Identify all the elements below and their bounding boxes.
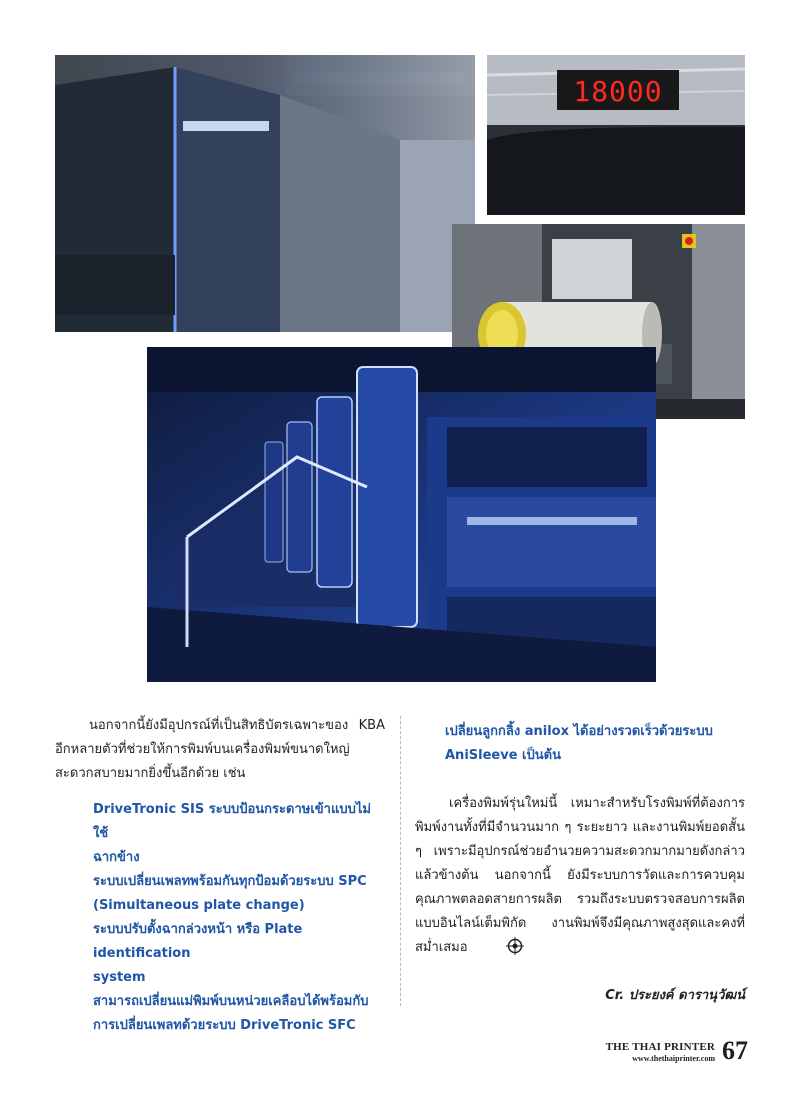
intro-paragraph: นอกจากนี้ยังมีอุปกรณ์ที่เป็นสิทธิบัตรเฉพาะของ KBA อีกหลายตัวที่ช่วยให้การพิมพ์บนเครื่องพิมพ์ขนาดใหญ่สะดวกสบายมากยิ่งขึ้นอีกด้วย เช่น — [55, 718, 385, 781]
column-divider — [400, 716, 401, 1006]
page-number: 67 — [722, 1036, 748, 1065]
feature-line: (Simultaneous plate change) — [93, 898, 305, 913]
footer-brand — [600, 1041, 715, 1063]
body-text: เครื่องพิมพ์รุ่นใหม่นี้ เหมาะสำหรับโรงพิมพ์ที่ต้องการพิมพ์งานทั้งที่มีจำนวนมาก ๆ ระยะยาว และงานพิมพ์ยอดสั้น ๆ เพราะมีอุปกรณ์ช่วยอำนวยความสะดวกมากมายดังกล่าวแล้วข้างต้น นอกจากนี้ ยังมีระบบการวัดและการควบคุมคุณภาพตลอดสายการผลิต รวมถึงระบบตรวจสอบการผลิตแบบอินไลน์เต็มพิกัด งานพิมพ์จึงมีคุณภาพสูงสุดและคงที่สม่ำเสมอ — [415, 796, 745, 955]
counter-value: 18000 — [573, 75, 663, 108]
right-column — [415, 720, 745, 960]
feature-line: ระบบเปลี่ยนเพลทพร้อมกันทุกป้อมด้วยระบบ SPC — [93, 874, 367, 889]
magazine-url: www.thethaiprinter.com — [632, 1054, 715, 1063]
feature-line: DriveTronic SIS ระบบป้อนกระดาษเข้าแบบไม่ใช้ — [93, 802, 371, 841]
feature-line: ระบบปรับตั้งฉากล่วงหน้า หรือ Plate identification — [93, 922, 303, 961]
feature-continuation — [445, 720, 745, 768]
feature-line: เปลี่ยนลูกกลิ้ง anilox ได้อย่างรวดเร็วด้วยระบบ — [445, 724, 713, 739]
photo-credit: Cr. ประยงค์ ดารานุวัฒน์ — [605, 988, 745, 1003]
feature-list — [93, 798, 385, 1038]
feature-line: ฉากข้าง — [93, 850, 140, 865]
magazine-name: THE THAI PRINTER — [605, 1041, 715, 1053]
feature-line: AniSleeve เป็นต้น — [445, 748, 561, 763]
feature-line: สามารถเปลี่ยนแม่พิมพ์บนหน่วยเคลือบได้พร้อมกับ — [93, 994, 369, 1009]
feature-line: การเปลี่ยนเพลทด้วยระบบ DriveTronic SFC — [93, 1018, 356, 1033]
body-paragraph — [415, 792, 745, 960]
photo-press-side-view — [55, 55, 475, 332]
feature-line: system — [93, 970, 146, 985]
photo-sheet-counter — [487, 55, 745, 215]
end-mark-icon — [472, 937, 490, 955]
photo-press-line — [147, 347, 656, 682]
left-column — [55, 714, 385, 1038]
